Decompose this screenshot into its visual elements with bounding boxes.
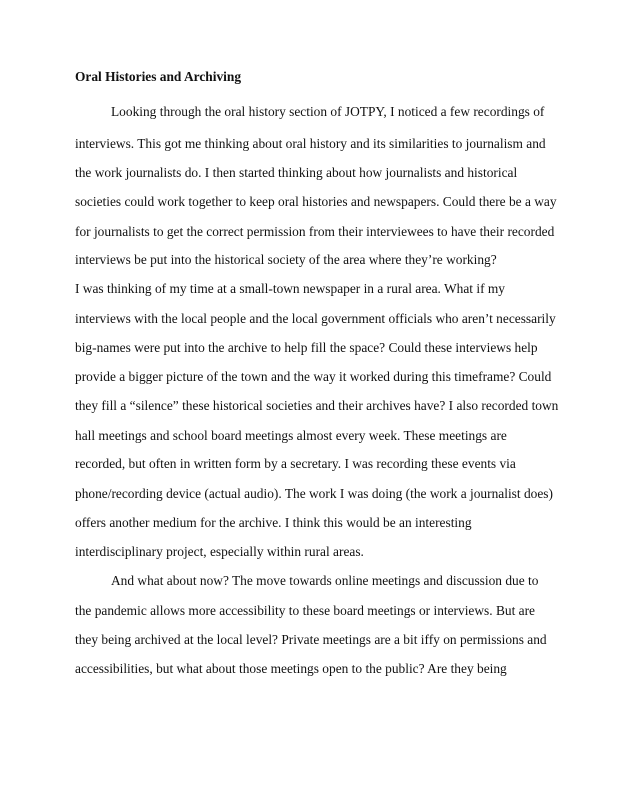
text-line: I was thinking of my time at a small-town newspaper in a rural area. What if my: [75, 281, 505, 296]
text-line: phone/recording device (actual audio). The work I was doing (the work a journalist does): [75, 486, 553, 501]
text-line: interviews. This got me thinking about oral history and its similarities to journalism and: [75, 136, 546, 151]
text-line: big-names were put into the archive to help fill the space? Could these interviews help: [75, 340, 538, 355]
text-line: interdisciplinary project, especially within rural areas.: [75, 544, 364, 559]
text-line: they being archived at the local level? Private meetings are a bit iffy on permissions and: [75, 632, 547, 647]
text-line: they fill a “silence” these historical societies and their archives have? I also recorded town: [75, 398, 559, 413]
text-line: recorded, but often in written form by a secretary. I was recording these events via: [75, 456, 516, 471]
text-line: offers another medium for the archive. I think this would be an interesting: [75, 515, 472, 530]
text-line: Looking through the oral history section of JOTPY, I noticed a few recordings of: [111, 104, 545, 119]
text-line: societies could work together to keep oral histories and newspapers. Could there be a way: [75, 194, 557, 209]
text-line: for journalists to get the correct permission from their interviewees to have their recorded: [75, 224, 555, 239]
text-line: interviews be put into the historical society of the area where they’re working?: [75, 252, 497, 267]
document-title: Oral Histories and Archiving: [75, 69, 242, 84]
text-line: provide a bigger picture of the town and the way it worked during this timeframe? Could: [75, 369, 552, 384]
text-line: And what about now? The move towards online meetings and discussion due to: [111, 573, 539, 588]
text-line: hall meetings and school board meetings almost every week. These meetings are: [75, 428, 507, 443]
text-line: accessibilities, but what about those meetings open to the public? Are they being: [75, 661, 507, 676]
text-line: interviews with the local people and the local government officials who aren’t necessarily: [75, 311, 556, 326]
text-line: the work journalists do. I then started thinking about how journalists and historical: [75, 165, 518, 180]
text-line: the pandemic allows more accessibility to these board meetings or interviews. But are: [75, 603, 535, 618]
